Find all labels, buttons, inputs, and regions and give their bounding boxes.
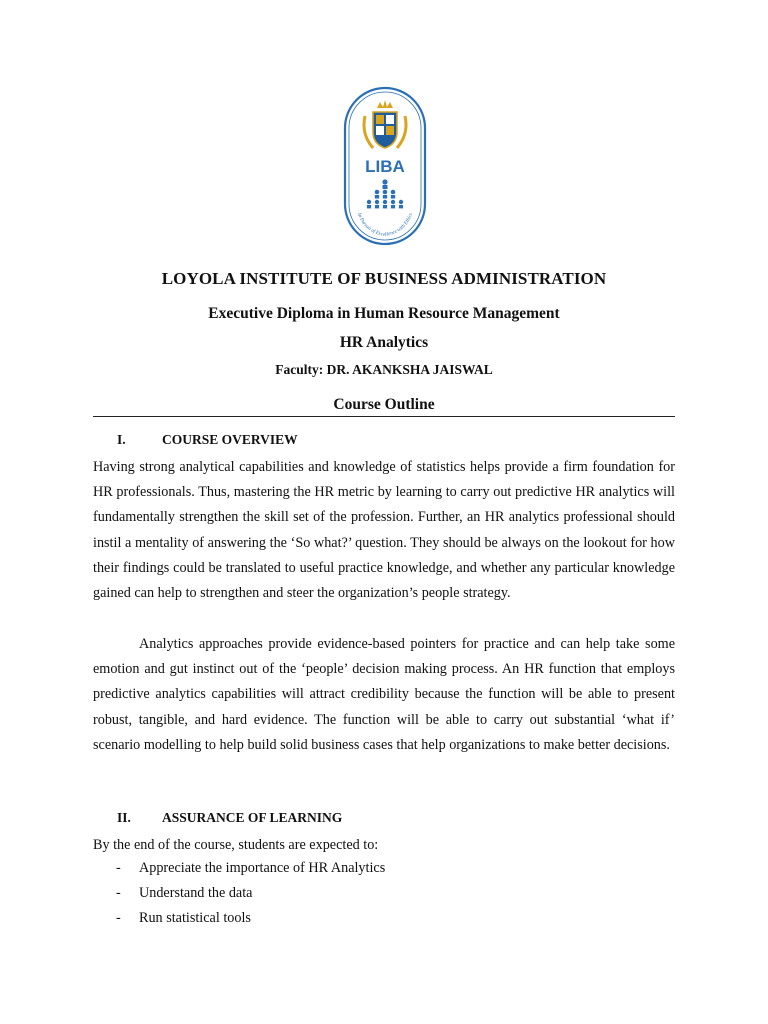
logo-acronym: LIBA bbox=[365, 157, 405, 176]
section-title: COURSE OVERVIEW bbox=[162, 432, 298, 447]
document-title: Course Outline bbox=[333, 396, 435, 413]
list-item-text: Appreciate the importance of HR Analytics bbox=[139, 860, 386, 876]
bullet-dash: - bbox=[116, 885, 121, 902]
bullet-dash: - bbox=[116, 910, 121, 927]
list-item bbox=[93, 906, 385, 931]
learning-outcomes-list bbox=[93, 856, 385, 932]
bullet-dash: - bbox=[116, 860, 121, 876]
list-item-text: Run statistical tools bbox=[139, 910, 251, 927]
overview-paragraph-1: Having strong analytical capabilities and knowledge of statistics helps provide a firm foundation for HR professionals. Thus, mastering the HR metric by learning to carry out predictive HR analytics will fundamentally strengthen the skill set of the profession. Further, an HR analytics professional should instil a mentality of answering the ‘So what?’ question. They should be always on the lookout for how their findings could be translated to useful practice knowledge, and whether any particular knowledge gained can help to strengthen and steer the organization’s people strategy. bbox=[93, 459, 675, 602]
section-number: I. bbox=[117, 432, 126, 447]
faculty-line: Faculty: DR. AKANKSHA JAISWAL bbox=[275, 362, 493, 377]
logo-motto: In Pursuit of Excellence with Ethics bbox=[355, 212, 415, 239]
section-number: II. bbox=[117, 810, 131, 825]
list-item bbox=[93, 881, 385, 906]
overview-paragraph-2: Analytics approaches provide evidence-based pointers for practice and can help take some emotion and gut instinct out of the ‘people’ decision making process. An HR function that employs predictive analytics capabilities will attract credibility because the function will be able to present robust, tangible, and hard evidence. The function will be able to carry out substantial ‘what if’ scenario modelling to help build solid business cases that help organizations to make better decisions. bbox=[93, 636, 675, 753]
section-heading-assurance-of-learning bbox=[117, 810, 342, 826]
list-item bbox=[93, 856, 385, 881]
program-title: Executive Diploma in Human Resource Management bbox=[208, 305, 560, 322]
institution-name: LOYOLA INSTITUTE OF BUSINESS ADMINISTRATION bbox=[161, 269, 607, 288]
list-item-text: Understand the data bbox=[139, 885, 253, 902]
liba-logo bbox=[343, 86, 427, 246]
section-heading-course-overview bbox=[117, 432, 298, 448]
course-title: HR Analytics bbox=[339, 334, 429, 351]
section-title: ASSURANCE OF LEARNING bbox=[162, 810, 343, 825]
learning-intro: By the end of the course, students are expected to: bbox=[93, 837, 379, 853]
title-divider bbox=[93, 416, 675, 417]
